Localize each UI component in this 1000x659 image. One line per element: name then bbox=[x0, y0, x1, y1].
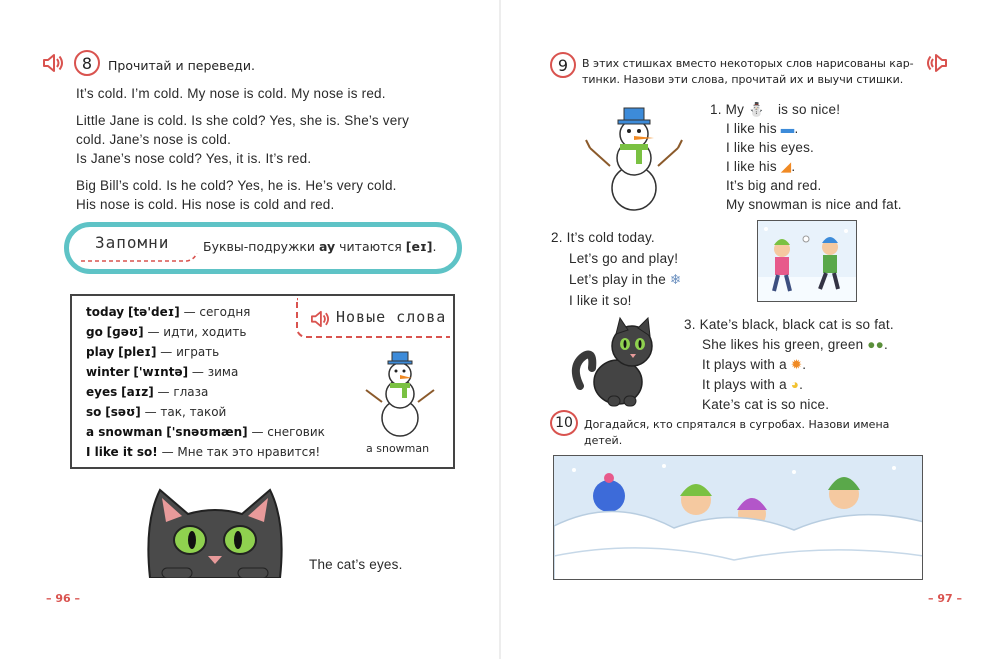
poem-text: She likes his green, green bbox=[702, 337, 864, 352]
rule-letters: ay bbox=[318, 239, 336, 254]
vocab-item bbox=[86, 345, 219, 359]
poem-2 bbox=[551, 228, 681, 310]
snowman-caption: a snowman bbox=[366, 442, 430, 455]
vocab-transcription: ['snəʊmæn] bbox=[166, 425, 248, 439]
cat-eyes-icon: ●● bbox=[867, 337, 884, 352]
poem-line: I like his ◢. bbox=[726, 159, 796, 174]
vocab-translation: — сегодня bbox=[183, 305, 251, 319]
vocab-word: play bbox=[86, 345, 115, 359]
poem-line: It plays with a ◕. bbox=[702, 377, 804, 392]
rule-text: читаются bbox=[335, 239, 406, 254]
new-words-header bbox=[296, 298, 450, 338]
vocab-translation: — так, такой bbox=[144, 405, 227, 419]
black-cat-illustration bbox=[570, 316, 666, 408]
task-number-9: 9 bbox=[550, 52, 576, 78]
poem-text: is so nice! bbox=[777, 102, 841, 117]
vocab-item bbox=[86, 365, 238, 379]
vocab-transcription: [ɡəʊ] bbox=[106, 325, 144, 339]
vocab-translation: — зима bbox=[191, 365, 239, 379]
poem-line: Let’s go and play! bbox=[569, 251, 679, 266]
hat-icon: ▬ bbox=[780, 121, 795, 136]
ball-icon: ◕ bbox=[790, 377, 800, 392]
title-line: детей. bbox=[584, 434, 623, 447]
vocab-transcription: [səʊ] bbox=[105, 405, 141, 419]
vocab-item bbox=[86, 325, 246, 339]
carrot-icon: ◢ bbox=[780, 159, 792, 174]
vocab-translation: — играть bbox=[160, 345, 220, 359]
vocab-item bbox=[86, 425, 325, 439]
snowflake-icon: ❄ bbox=[669, 272, 682, 287]
poem-number: 1. bbox=[710, 102, 722, 117]
sun-ball-icon: ✹ bbox=[790, 357, 803, 372]
poem-line: It’s big and red. bbox=[726, 178, 822, 193]
kids-playing-illustration bbox=[758, 221, 857, 302]
cat-face-illustration bbox=[140, 482, 290, 578]
vocab-word: today bbox=[86, 305, 125, 319]
vocab-item bbox=[86, 445, 320, 459]
remember-box bbox=[64, 222, 462, 274]
snowman-illustration bbox=[582, 100, 686, 212]
page-number-right: – 97 – bbox=[928, 592, 962, 605]
task-10-title bbox=[584, 417, 889, 449]
vocab-translation: — снеговик bbox=[251, 425, 325, 439]
new-words-title: Новые слова bbox=[336, 308, 447, 326]
speaker-icon[interactable] bbox=[42, 53, 64, 73]
remember-rule bbox=[203, 239, 437, 254]
poem-line: Kate’s cat is so nice. bbox=[702, 397, 830, 412]
poem-1 bbox=[710, 100, 902, 214]
vocab-word: winter bbox=[86, 365, 130, 379]
vocab-word: a snowman bbox=[86, 425, 163, 439]
task-number-10: 10 bbox=[550, 410, 578, 436]
poem-number: 3. bbox=[684, 317, 696, 332]
cat-caption: The cat’s eyes. bbox=[309, 557, 403, 572]
speaker-icon[interactable] bbox=[310, 310, 330, 328]
snowman-icon: ⛄ bbox=[747, 102, 765, 117]
text-line: His nose is cold. His nose is cold and red. bbox=[76, 197, 335, 212]
task-9-title bbox=[582, 56, 914, 88]
children-in-snowdrifts-illustration bbox=[554, 456, 923, 580]
poem-line: I like his ▬. bbox=[726, 121, 799, 136]
poem-line: I like his eyes. bbox=[726, 140, 814, 155]
title-line: Догадайся, кто спрятался в сугробах. Назови имена bbox=[584, 418, 890, 431]
poem-line bbox=[551, 270, 681, 289]
snowman-illustration bbox=[360, 350, 440, 440]
vocab-transcription: [pleɪ] bbox=[118, 345, 157, 359]
poem-line: It plays with a ✹. bbox=[702, 357, 807, 372]
task-number-8: 8 bbox=[74, 50, 100, 76]
vocab-word: go bbox=[86, 325, 103, 339]
poem-text: It plays with a bbox=[702, 377, 787, 392]
poem-line: I like it so! bbox=[569, 293, 632, 308]
poem-line bbox=[710, 100, 902, 119]
vocab-item bbox=[86, 385, 208, 399]
text-line: Big Bill’s cold. Is he cold? Yes, he is. He’s very cold. bbox=[76, 178, 397, 193]
remember-label: Запомни bbox=[95, 233, 170, 252]
text-line: It’s cold. I’m cold. My nose is cold. My nose is red. bbox=[76, 86, 386, 101]
winter-play-picture bbox=[757, 220, 857, 302]
poem-line bbox=[684, 315, 894, 334]
task-8-title: Прочитай и переведи. bbox=[108, 58, 255, 73]
poem-text: I like his bbox=[726, 121, 777, 136]
vocab-translation: — глаза bbox=[157, 385, 209, 399]
remember-underline bbox=[79, 253, 199, 269]
poem-text: My bbox=[725, 102, 745, 117]
vocab-item bbox=[86, 305, 250, 319]
vocab-translation: — Мне так это нравится! bbox=[161, 445, 321, 459]
vocab-item bbox=[86, 405, 226, 419]
poem-text: Let’s play in the bbox=[569, 272, 666, 287]
poem-text: It plays with a bbox=[702, 357, 787, 372]
poem-line bbox=[551, 228, 681, 247]
vocab-translation: — идти, ходить bbox=[147, 325, 247, 339]
poem-text: It’s cold today. bbox=[566, 230, 655, 245]
text-line: Little Jane is cold. Is she cold? Yes, she is. She’s very bbox=[76, 113, 410, 128]
rule-sound: [eɪ] bbox=[405, 239, 433, 254]
poem-text: Kate’s black, black cat is so fat. bbox=[699, 317, 894, 332]
speaker-icon[interactable] bbox=[926, 53, 948, 73]
rule-text: Буквы-подружки bbox=[203, 239, 319, 254]
text-line: Is Jane’s nose cold? Yes, it is. It’s red. bbox=[76, 151, 312, 166]
vocab-transcription: ['wɪntə] bbox=[133, 365, 189, 379]
text-line: cold. Jane’s nose is cold. bbox=[76, 132, 232, 147]
poem-text: I like his bbox=[726, 159, 777, 174]
poem-3 bbox=[684, 315, 894, 414]
poem-line: My snowman is nice and fat. bbox=[726, 197, 902, 212]
title-line: тинки. Назови эти слова, прочитай их и выучи стишки. bbox=[582, 73, 904, 86]
page-number-left: – 96 – bbox=[46, 592, 80, 605]
rule-text: . bbox=[432, 239, 437, 254]
vocab-transcription: [aɪz] bbox=[121, 385, 154, 399]
page-spine bbox=[499, 0, 501, 659]
vocab-word: so bbox=[86, 405, 102, 419]
poem-number: 2. bbox=[551, 230, 563, 245]
vocab-transcription: [tə'deɪ] bbox=[127, 305, 180, 319]
vocab-word: eyes bbox=[86, 385, 118, 399]
snowdrift-picture bbox=[553, 455, 923, 580]
title-line: В этих стишках вместо некоторых слов нарисованы кар- bbox=[582, 57, 914, 70]
poem-line: She likes his green, green ●●. bbox=[702, 337, 888, 352]
vocab-word: I like it so! bbox=[86, 445, 158, 459]
task-8-text bbox=[76, 84, 409, 214]
